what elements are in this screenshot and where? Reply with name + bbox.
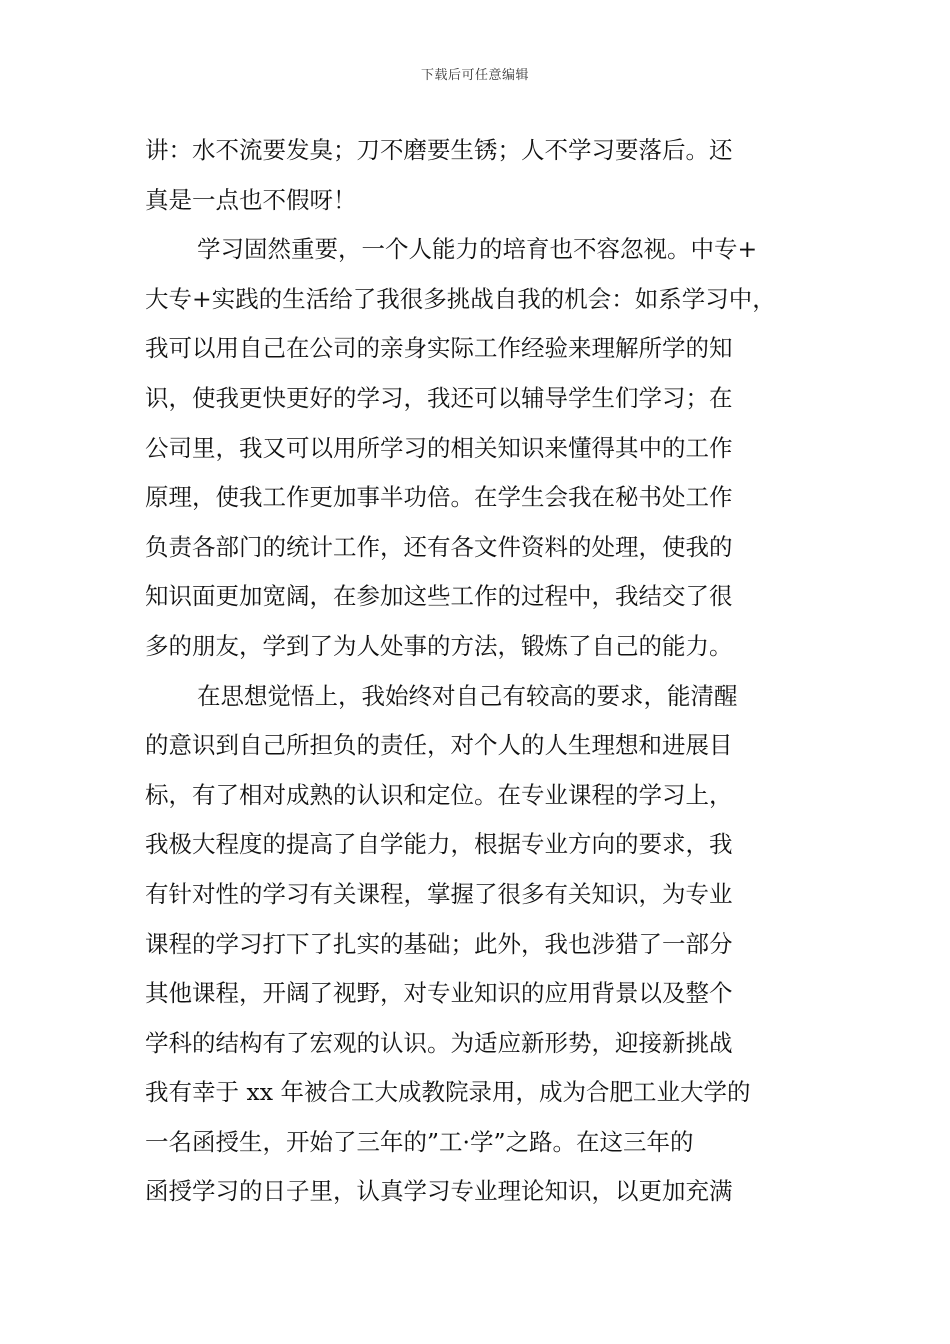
text-line: 其他课程，开阔了视野，对专业知识的应用背景以及整个 (145, 979, 733, 1008)
page-header: 下载后可任意编辑 (420, 68, 529, 83)
text-line: 的意识到自己所担负的责任，对个人的人生理想和进展目 (145, 731, 733, 760)
text-line: 函授学习的日子里，认真学习专业理论知识，以更加充满 (145, 1177, 733, 1206)
text-line: 识，使我更快更好的学习，我还可以辅导学生们学习；在 (145, 383, 733, 412)
text-line: 学习固然重要，一个人能力的培育也不容忽视。中专+ (197, 235, 758, 264)
text-line: 我有幸于 xx 年被合工大成教院录用，成为合肥工业大学的 (145, 1078, 751, 1107)
text-line: 原理，使我工作更加事半功倍。在学生会我在秘书处工作 (145, 483, 733, 512)
text-line: 学科的结构有了宏观的认识。为适应新形势，迎接新挑战 (145, 1028, 733, 1057)
text-line: 有针对性的学习有关课程，掌握了很多有关知识，为专业 (145, 879, 733, 908)
text-line: 我可以用自己在公司的亲身实际工作经验来理解所学的知 (145, 334, 733, 363)
text-line: 讲：水不流要发臭；刀不磨要生锈；人不学习要落后。还 (145, 136, 733, 164)
text-line: 公司里，我又可以用所学习的相关知识来懂得其中的工作 (145, 433, 733, 462)
text-line: 一名函授生，开始了三年的”工·学”之路。在这三年的 (145, 1127, 694, 1156)
text-line: 大专+实践的生活给了我很多挑战自我的机会：如系学习中， (145, 284, 776, 313)
text-line: 负责各部门的统计工作，还有各文件资料的处理，使我的 (145, 532, 733, 561)
text-line: 课程的学习打下了扎实的基础；此外，我也涉猎了一部分 (145, 929, 733, 958)
text-line: 多的朋友，学到了为人处事的方法，锻炼了自己的能力。 (145, 631, 733, 660)
text-line: 标，有了相对成熟的认识和定位。在专业课程的学习上， (145, 780, 733, 809)
text-line: 在思想觉悟上，我始终对自己有较高的要求，能清醒 (197, 681, 738, 710)
text-line: 知识面更加宽阔，在参加这些工作的过程中，我结交了很 (145, 582, 733, 611)
text-line: 我极大程度的提高了自学能力，根据专业方向的要求，我 (145, 830, 733, 859)
text-line: 真是一点也不假呀！ (145, 185, 357, 214)
document-body (145, 126, 810, 1217)
